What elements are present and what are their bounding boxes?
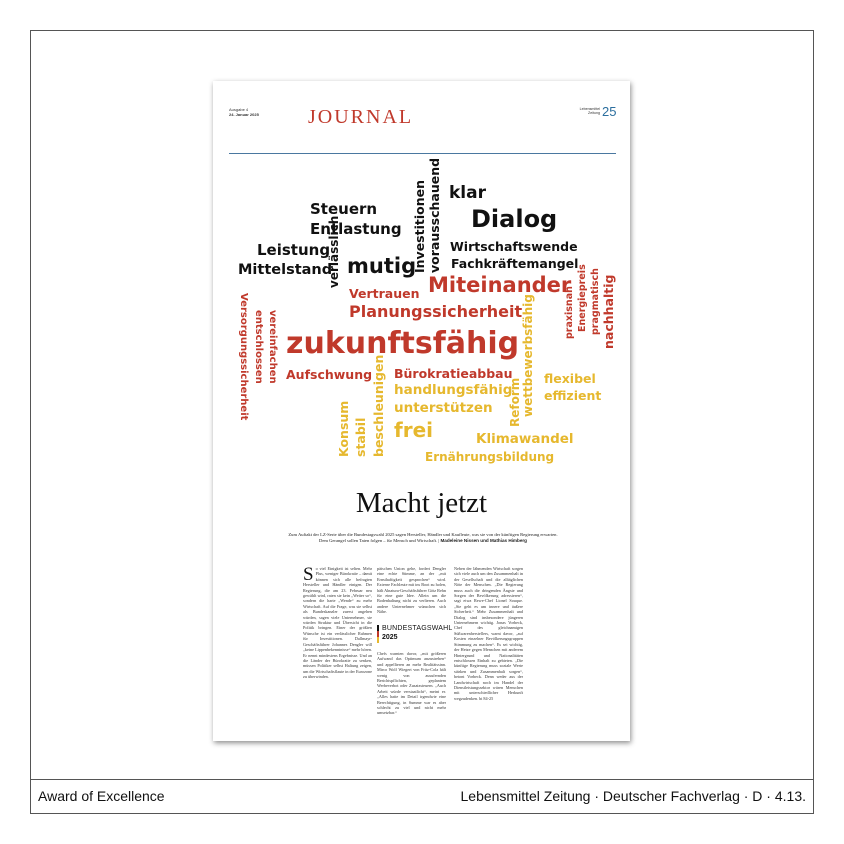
column-1 xyxy=(303,566,372,680)
word-beschleunigen: beschleunigen xyxy=(371,354,386,457)
word-leistung: Leistung xyxy=(257,241,331,259)
issue-date: 24. Januar 2025 xyxy=(229,112,259,117)
award-caption: Award of Excellence xyxy=(38,788,165,804)
column-2-bottom-text: Chefs warnten davor, „mit größeren Aufwand das Optimum anzustreben“ und appellieren an mehr Realitätssinn. Mirco Wolf Wiegert von Fritz-Cola hält wenig von ausufernden Berichtspflichten, geplantem Werbeverbot oder Zusatzsteuern. „Auch Arbeit würde verstaatlicht“, meint er. „Alles hatte im Detail irgendwie eine Berechtigung, in Summe war es aber schlecht zu viel und nicht mehr umsetzbar.“ xyxy=(377,651,446,716)
word-wirtschaftswende: Wirtschaftswende xyxy=(450,239,578,254)
word-vertrauen: Vertrauen xyxy=(349,286,420,301)
deck-text: Zum Auftakt der LZ-Serie über die Bundestagswahl 2025 sagen Hersteller, Händler und Kaufleute, was sie von der künftigen Regierung erwarten. Dem Gerangel sollen Taten folgen – für Mensch und Wirtschaft. | Madeleine Nissen und Mathias Himberg xyxy=(288,532,558,543)
newspaper-page xyxy=(213,81,630,741)
word-mutig: mutig xyxy=(347,254,417,278)
column-3-text: Neben der lähmenden Wirtschaft sorgen sich viele auch um den Zusammenhalt in der Gesellschaft und die alltäglichen Nöte der Menschen. „Die Regierung muss auch die dringenden Ängste und Sorgen der Bevölkerung adressieren“, sagt etwa Rewe-Chef Lionel Souque. „Sie geht es um innere und äußere Sicherheit.“ Mehr Zusammenhalt und Dialog sind insbesondere jüngeren Unternehmern wichtig. Jonas Vorbeck, Chef des gleichnamigen Süßwarenherstellers, warnt davor, „auf Kosten einzelner Bevölkerungsgruppen Stimmung zu machen“. Es sei wichtig, der Hetze gegen Menschen mit anderem Hintergrund und Nationalitäten entschlossen Einhalt zu gebieten. „Die künftige Regierung muss soziale Werte stärken und Zusammenhalt sorgen“, betont Vorbeck. Denn weder aus der Landwirtschaft noch im Handel der Dienstleistungssektor wären Menschen mit unterschiedlicher Herkunft wegzudenken. bi 84-25 xyxy=(454,566,523,701)
column-2-bottom xyxy=(377,651,446,716)
word-klimawandel: Klimawandel xyxy=(476,431,574,447)
election-series-label xyxy=(377,625,453,647)
word-vereinfachen: vereinfachen xyxy=(267,310,278,384)
page-number: 25 xyxy=(602,104,617,119)
word-miteinander: Miteinander xyxy=(428,273,572,297)
word-planungssicherheit: Planungssicherheit xyxy=(349,302,523,321)
word-wettbewerbsfaehig: wettbewerbsfähig xyxy=(521,294,535,417)
word-steuern: Steuern xyxy=(310,200,378,218)
word-investitionen: Investitionen xyxy=(412,180,427,273)
word-frei: frei xyxy=(394,418,433,442)
deck-body: Zum Auftakt der LZ-Serie über die Bundestagswahl 2025 sagen Hersteller, Händler und Kaufleute, was sie von der künftigen Regierung erwarten. Dem Gerangel sollen Taten folgen – für Mensch und Wirtschaft. xyxy=(288,532,558,543)
headline: Macht jetzt xyxy=(355,487,488,519)
paper-name-line-2: Zeitung xyxy=(588,111,600,115)
word-fachkraeftemangel: Fachkräftemangel xyxy=(451,256,579,271)
paper-name-line-1: Lebensmittel xyxy=(579,107,600,111)
word-pragmatisch: pragmatisch xyxy=(590,268,601,335)
word-handlungsfaehig: handlungsfähig xyxy=(394,382,513,398)
flag-icon xyxy=(377,625,379,643)
drop-cap: S xyxy=(303,564,314,585)
issue-number: Ausgabe 4 xyxy=(229,107,249,112)
word-flexibel: flexibel xyxy=(544,371,596,386)
word-reform: Reform xyxy=(508,377,522,427)
word-energiepreis: Energiepreis xyxy=(577,264,588,332)
word-praxisnah: praxisnah xyxy=(564,286,575,339)
election-label-text: BUNDESTAGSWAHL xyxy=(382,625,453,632)
column-2-top xyxy=(377,566,446,615)
word-dialog: Dialog xyxy=(471,205,558,233)
word-nachhaltig: nachhaltig xyxy=(601,274,616,349)
word-aufschwung: Aufschwung xyxy=(286,367,373,382)
word-effizient: effizient xyxy=(544,388,602,403)
publication-credit: Lebensmittel Zeitung · Deutscher Fachverlag · D · 4.13. xyxy=(460,788,806,804)
column-1-text: o viel Einigkeit ist selten. Mehr Plus, weniger Bürokratie – damit können sich alle befragten Hersteller und Händler einigen. Der Regierung, die am 23. Februar neu gewählt wird, raten sie kein „Weiter so“, sondern die harte „Wende“ zu mehr Wirtschaft. Auf die Frage, was sie selbst als Bundeskanzler zuerst angehen würden, sagen viele Unternehmer, sie würden Struktur und Übersicht in die Politik bringen. Einer der größten Wünsche ist ein verlässlicher Rahmen für Investitionen. Dallmayr-Geschäftsführer Johannes Dengler will „keine Lippenbekenntnisse“ mehr hören. Er nennt mindestens Ergebnisse. Und an die Länder der Bürokratie zu senken, müssen Politiker selbst Haltung zeigen, um die Wirtschaftsflaute in der Eurozone zu überwinden. xyxy=(303,566,372,680)
byline: Madeleine Nissen und Mathias Himberg xyxy=(440,538,527,543)
footer-divider xyxy=(30,779,814,780)
word-cloud xyxy=(213,81,630,501)
word-unterstuetzen: unterstützen xyxy=(394,400,493,416)
word-verlaesslich: verlässlich xyxy=(327,215,341,288)
word-buerokratieabbau: Bürokratieabbau xyxy=(394,366,513,381)
column-3 xyxy=(454,566,523,701)
word-entlastung: Entlastung xyxy=(310,220,402,238)
word-mittelstand: Mittelstand xyxy=(238,262,333,278)
section-title: JOURNAL xyxy=(308,106,414,128)
word-ernaehrungsbildung: Ernährungsbildung xyxy=(425,450,555,464)
word-vorausschauend: vorausschauend xyxy=(427,157,442,273)
word-versorgungssicherheit: Versorgungssicherheit xyxy=(238,293,249,421)
column-2-top-text: päischen Union gehe, fordert Dengler eine echte Stimme, an der „mit Ernsthaftigkeit gesprochen“ wird. Externe Fachleute mit ins Boot zu holen, hält Alnatura-Geschäftsführer Götz Rehn für eine gute Idee. Allein um die Bodenhaltung nicht zu verlieren. Auch andere Unternehmer wünschen sich Nähe. xyxy=(377,566,446,615)
election-label-year: 2025 xyxy=(382,634,398,641)
word-stabil: stabil xyxy=(353,417,368,457)
word-zukunftsfaehig: zukunftsfähig xyxy=(286,326,520,361)
word-konsum: Konsum xyxy=(336,400,351,457)
word-klar: klar xyxy=(449,183,486,203)
word-entschlossen: entschlossen xyxy=(253,310,264,384)
